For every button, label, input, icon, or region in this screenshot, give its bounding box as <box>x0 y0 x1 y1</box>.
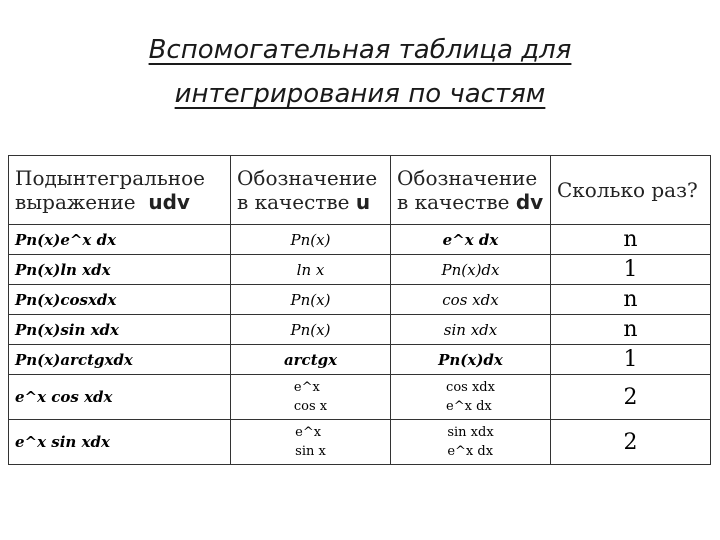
row-integrand: Pn(x)cosxdx <box>9 285 231 315</box>
row-u-line1: e^x <box>295 425 322 440</box>
row-dv: sin xdx <box>391 315 551 345</box>
header-u <box>231 156 391 225</box>
row-count: n <box>551 225 711 255</box>
row-dv: cos xdx <box>391 285 551 315</box>
page-title <box>0 28 720 116</box>
row-dv-line2: e^x dx <box>447 444 494 459</box>
row-u-line2: cos x <box>293 399 328 414</box>
row-dv-line1: cos xdx <box>446 380 495 395</box>
row-u <box>231 375 391 420</box>
header-integrand-symbol: udv <box>148 190 190 214</box>
row-dv-line2: e^x dx <box>446 399 492 414</box>
row-integrand: Pn(x)sin xdx <box>9 315 231 345</box>
row-dv <box>391 375 551 420</box>
row-dv: Pn(x)dx <box>391 345 551 375</box>
table-header-row <box>9 156 711 225</box>
row-integrand: Pn(x)arctgxdx <box>9 345 231 375</box>
header-u-line2: в качестве <box>237 190 350 214</box>
row-count: n <box>551 315 711 345</box>
header-integrand-line1: Подынтегральное <box>15 166 205 190</box>
row-u: Pn(x) <box>231 285 391 315</box>
row-count: 1 <box>551 255 711 285</box>
row-count: 1 <box>551 345 711 375</box>
row-count: 2 <box>551 420 711 465</box>
header-dv-line2: в качестве <box>397 190 510 214</box>
header-integrand <box>9 156 231 225</box>
header-count <box>551 156 711 225</box>
title-line-1: Вспомогательная таблица для <box>148 35 572 65</box>
row-dv: Pn(x)dx <box>391 255 551 285</box>
row-u: Pn(x) <box>231 315 391 345</box>
table-row <box>9 420 711 465</box>
row-integrand: Pn(x)e^x dx <box>9 225 231 255</box>
row-u: ln x <box>231 255 391 285</box>
row-u: Pn(x) <box>231 225 391 255</box>
row-u <box>231 420 391 465</box>
row-dv <box>391 420 551 465</box>
table-row <box>9 285 711 315</box>
table-row <box>9 375 711 420</box>
header-dv-symbol: dv <box>515 190 544 214</box>
row-integrand: Pn(x)ln xdx <box>9 255 231 285</box>
table-row <box>9 225 711 255</box>
row-integrand: e^x sin xdx <box>9 420 231 465</box>
header-u-symbol: u <box>355 190 371 214</box>
title-line-2: интегрирования по частям <box>174 79 546 109</box>
row-u: arctgx <box>231 345 391 375</box>
row-integrand: e^x cos xdx <box>9 375 231 420</box>
row-u-line2: sin x <box>295 444 326 459</box>
header-u-line1: Обозначение <box>237 166 378 190</box>
header-dv <box>391 156 551 225</box>
integration-table <box>8 155 711 465</box>
header-dv-line1: Обозначение <box>397 166 538 190</box>
table-row <box>9 315 711 345</box>
row-dv: e^x dx <box>391 225 551 255</box>
header-count-label: Сколько раз? <box>557 178 698 202</box>
row-dv-line1: sin xdx <box>447 425 494 440</box>
row-count: 2 <box>551 375 711 420</box>
header-integrand-line2: выражение <box>15 190 136 214</box>
row-count: n <box>551 285 711 315</box>
row-u-line1: e^x <box>293 380 320 395</box>
table-row <box>9 255 711 285</box>
table-row <box>9 345 711 375</box>
